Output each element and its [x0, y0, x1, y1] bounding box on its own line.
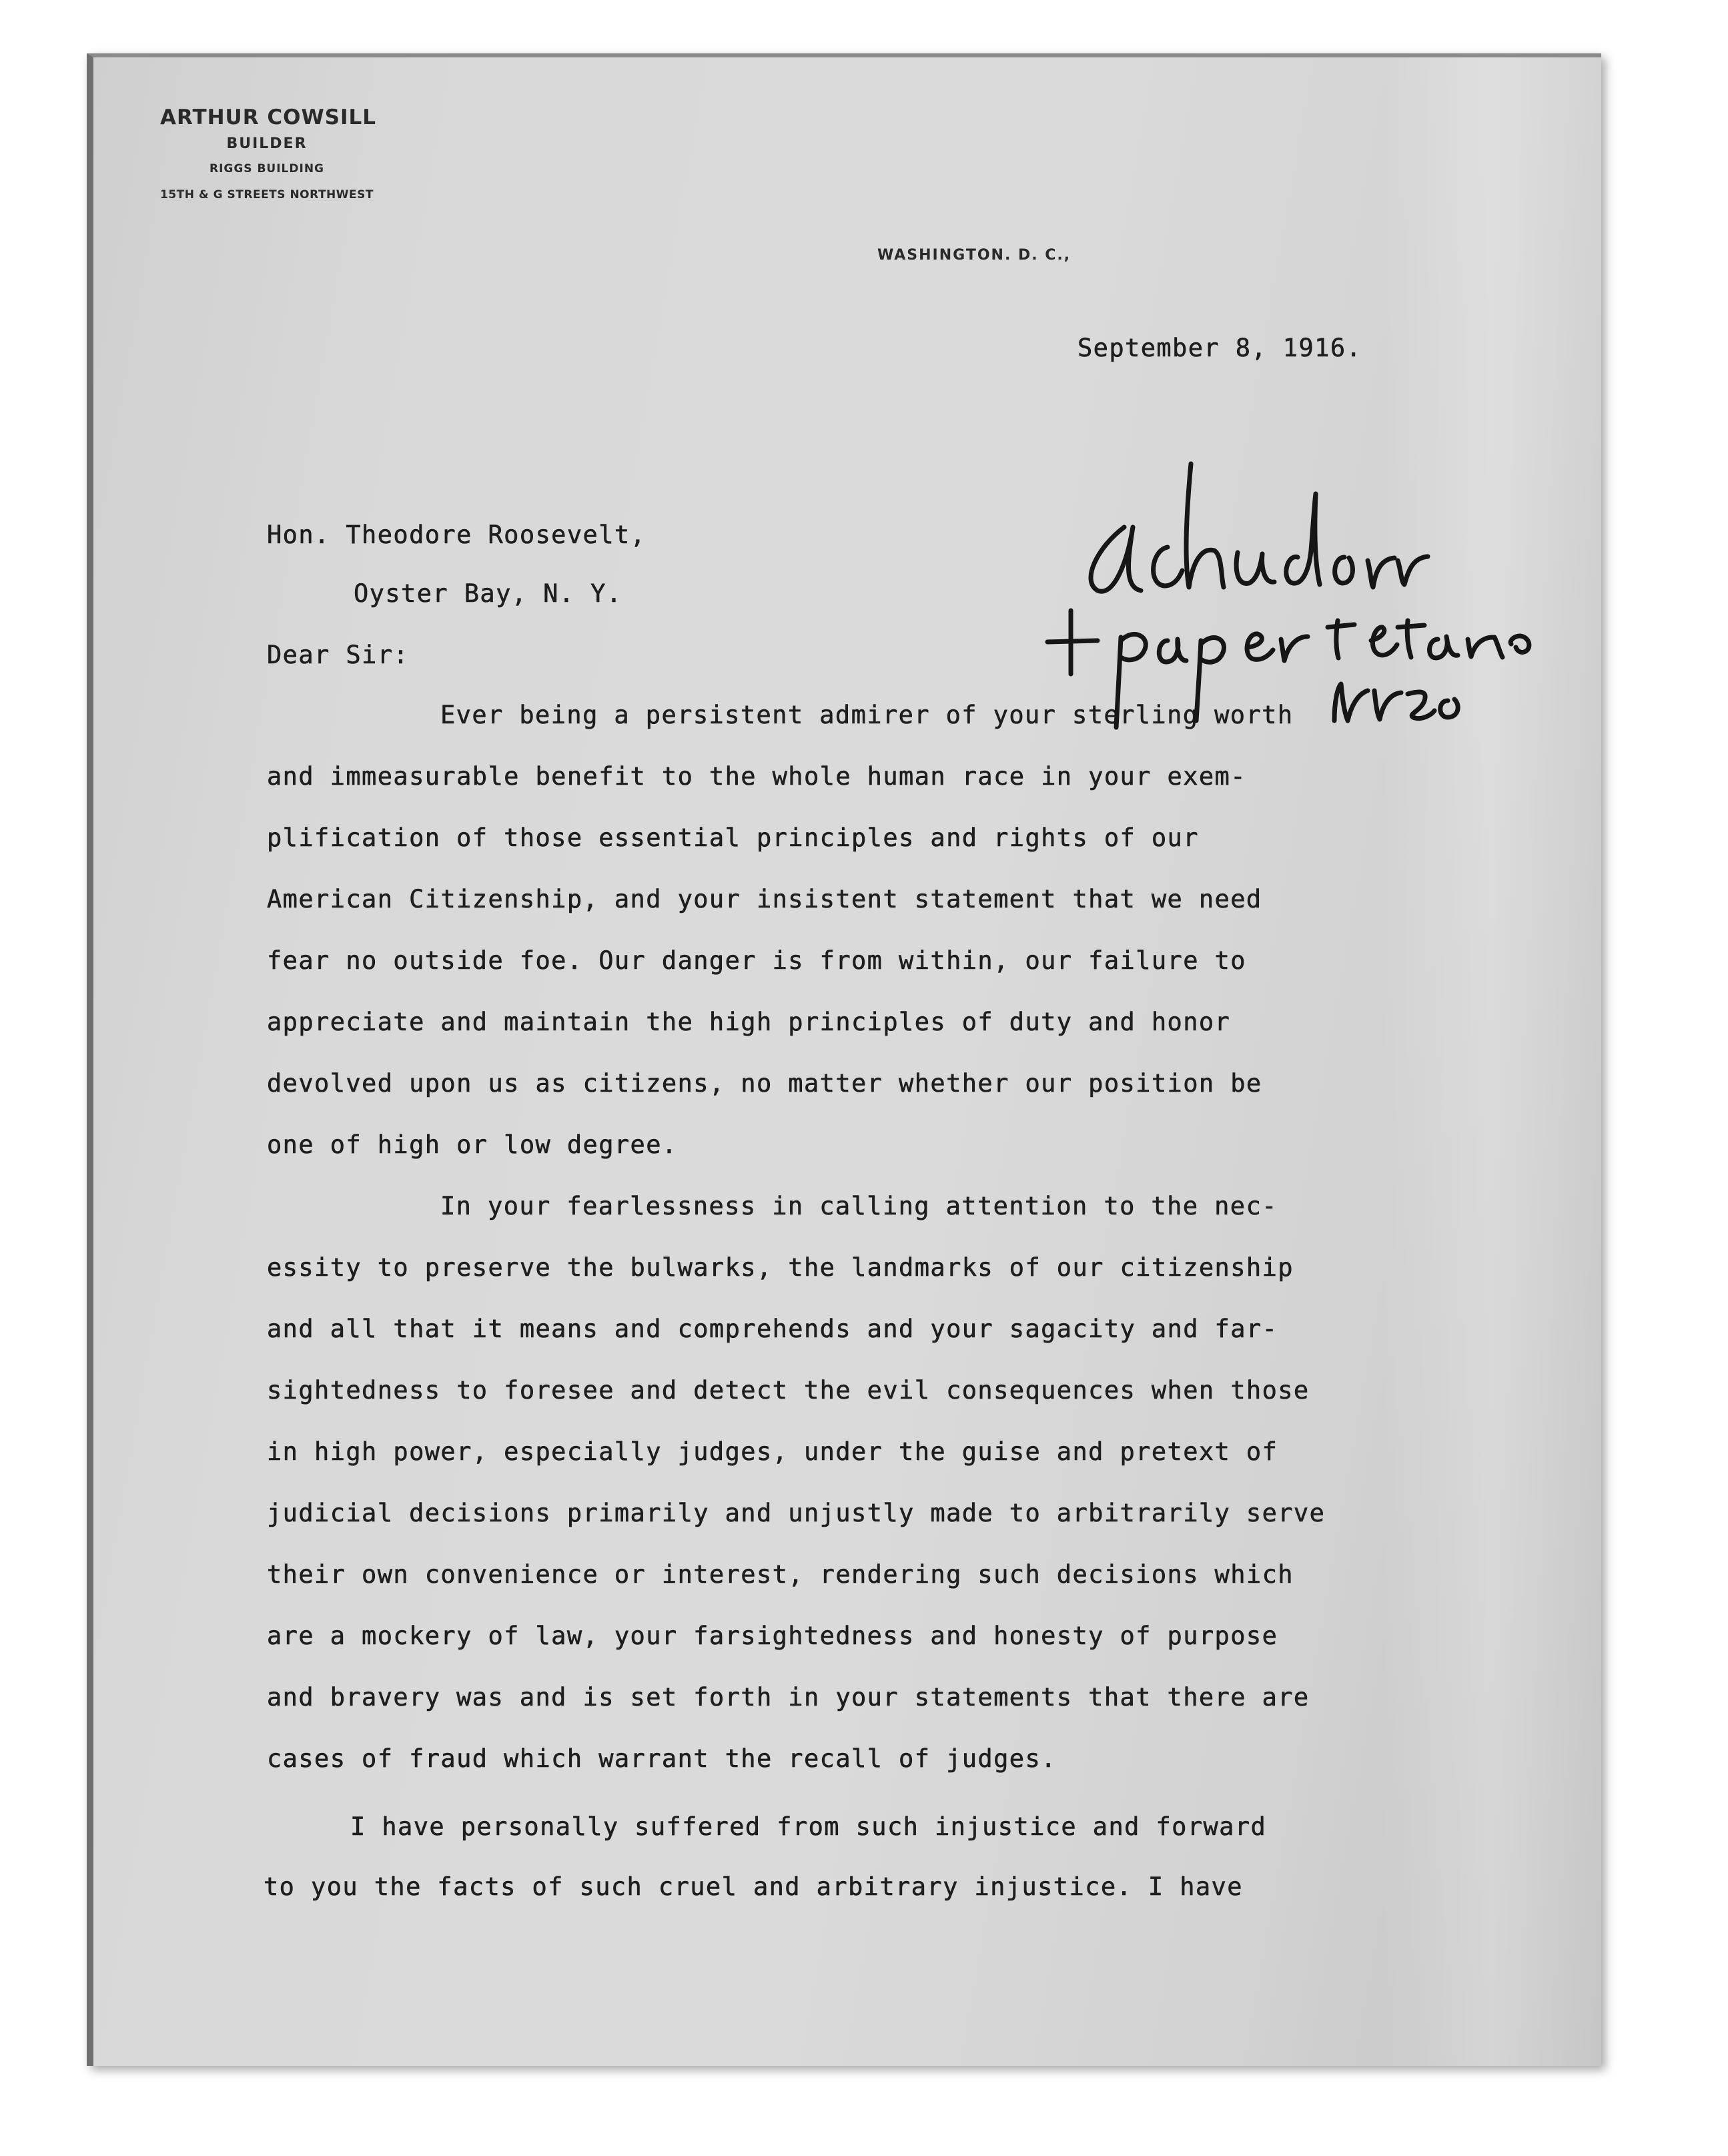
body-line: sightedness to foresee and detect the evil consequences when those [267, 1376, 1310, 1405]
body-line: Ever being a persistent admirer of your sterling worth [440, 701, 1294, 729]
body-line: are a mockery of law, your farsightedness and honesty of purpose [267, 1622, 1278, 1650]
address-line-2: Oyster Bay, N. Y. [354, 579, 622, 608]
salutation: Dear Sir: [267, 641, 410, 669]
body-line: in high power, especially judges, under the guise and pretext of [267, 1437, 1278, 1466]
body-line: essity to preserve the bulwarks, the landmarks of our citizenship [267, 1253, 1294, 1282]
body-line: cases of fraud which warrant the recall of judges. [267, 1744, 1057, 1773]
body-line: judicial decisions primarily and unjustly made to arbitrarily serve [267, 1499, 1326, 1527]
handwritten-annotation [1034, 427, 1541, 734]
body-line: and all that it means and comprehends and your sagacity and far- [267, 1315, 1278, 1343]
letterhead-building: RIGGS BUILDING [209, 162, 325, 175]
body-line: In your fearlessness in calling attention to the nec- [440, 1192, 1278, 1220]
letterhead-city: WASHINGTON. D. C., [877, 247, 1071, 264]
body-line: American Citizenship, and your insistent statement that we need [267, 885, 1262, 914]
body-line: one of high or low degree. [267, 1130, 678, 1159]
letterhead-trade: BUILDER [226, 135, 308, 152]
page-sheen [1381, 57, 1601, 2066]
letterhead-street: 15TH & G STREETS NORTHWEST [160, 188, 374, 202]
letter-date: September 8, 1916. [1077, 334, 1362, 362]
body-line: their own convenience or interest, rendering such decisions which [267, 1560, 1294, 1589]
body-line: devolved upon us as citizens, no matter whether our position be [267, 1069, 1262, 1098]
body-line: I have personally suffered from such injustice and forward [350, 1812, 1267, 1841]
body-line: fear no outside foe. Our danger is from within, our failure to [267, 946, 1246, 975]
body-line: appreciate and maintain the high principles of duty and honor [267, 1008, 1231, 1036]
body-line: and bravery was and is set forth in your statements that there are [267, 1683, 1310, 1712]
letterhead-name: ARTHUR COWSILL [160, 105, 377, 129]
address-line-1: Hon. Theodore Roosevelt, [267, 520, 646, 549]
body-line: to you the facts of such cruel and arbitrary injustice. I have [264, 1872, 1243, 1901]
body-line: and immeasurable benefit to the whole human race in your exem- [267, 762, 1246, 791]
body-line: plification of those essential principles and rights of our [267, 823, 1199, 852]
